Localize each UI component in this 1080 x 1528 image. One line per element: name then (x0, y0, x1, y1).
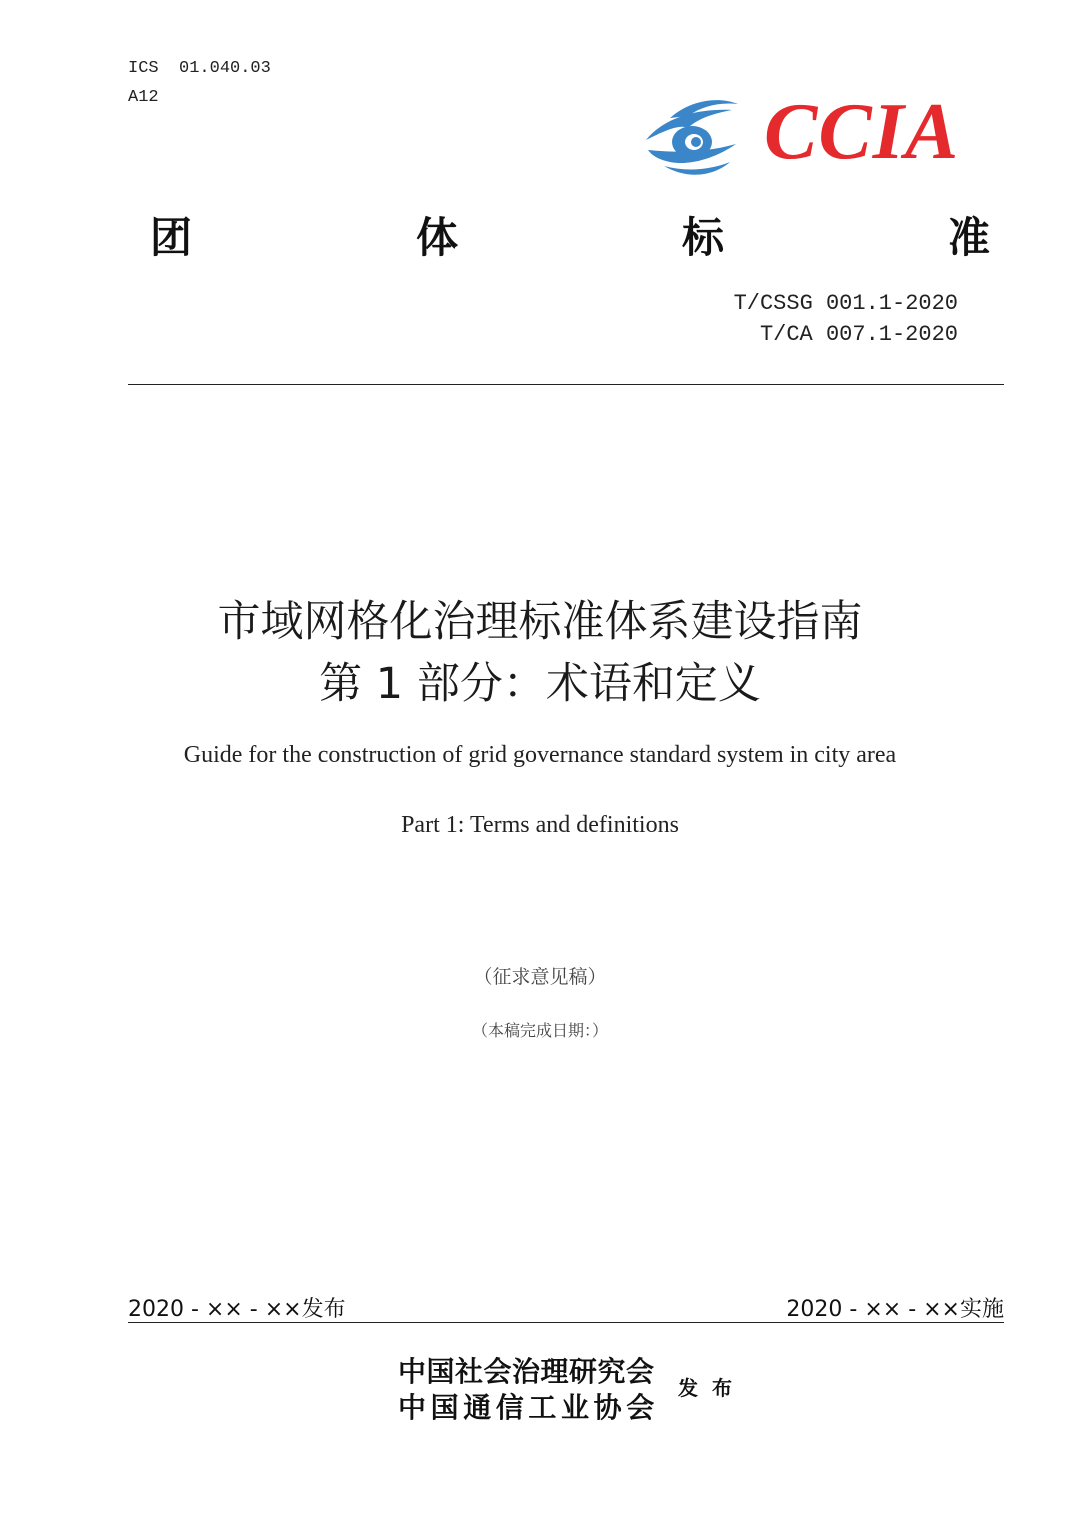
draft-status: （征求意见稿） (473, 966, 607, 988)
standard-number: T/CSSG 001.1-2020 (733, 291, 958, 316)
publish-date: 2020 - ×× - ××发布 (128, 1297, 346, 1322)
completion-date: （本稿完成日期：） (471, 1021, 608, 1040)
classification-codes (128, 54, 271, 112)
standard-number: T/CA 007.1-2020 (759, 322, 958, 347)
standard-type (150, 205, 990, 261)
standard-type-char: 准 (947, 213, 990, 262)
en-title-line1: Guide for the construction of grid governance standard system in city area (183, 742, 897, 768)
cn-title-line2: 第 1 部分：术语和定义 (319, 659, 761, 709)
en-title-line2: Part 1: Terms and definitions (401, 812, 679, 838)
ccia-logo (640, 88, 970, 178)
standard-type-char: 标 (681, 213, 724, 262)
standard-type-char: 体 (415, 213, 458, 262)
implement-date: 2020 - ×× - ××实施 (786, 1297, 1004, 1322)
ccs-code: A12 (128, 88, 159, 107)
issue-label: 发布 (678, 1376, 746, 1400)
bottom-divider (128, 1322, 1004, 1323)
ics-code: ICS 01.040.03 (128, 59, 271, 78)
ccia-emblem-icon (640, 92, 750, 182)
publisher-name: 中国社会治理研究会 (398, 1355, 655, 1388)
standard-numbers (734, 288, 958, 350)
cn-title-line1: 市域网格化治理标准体系建设指南 (217, 597, 863, 647)
ccia-logo-text: CCIA (764, 88, 960, 176)
publisher-name: 中国通信工业协会 (398, 1391, 659, 1424)
top-divider (128, 384, 1004, 385)
standard-type-char: 团 (150, 213, 193, 262)
